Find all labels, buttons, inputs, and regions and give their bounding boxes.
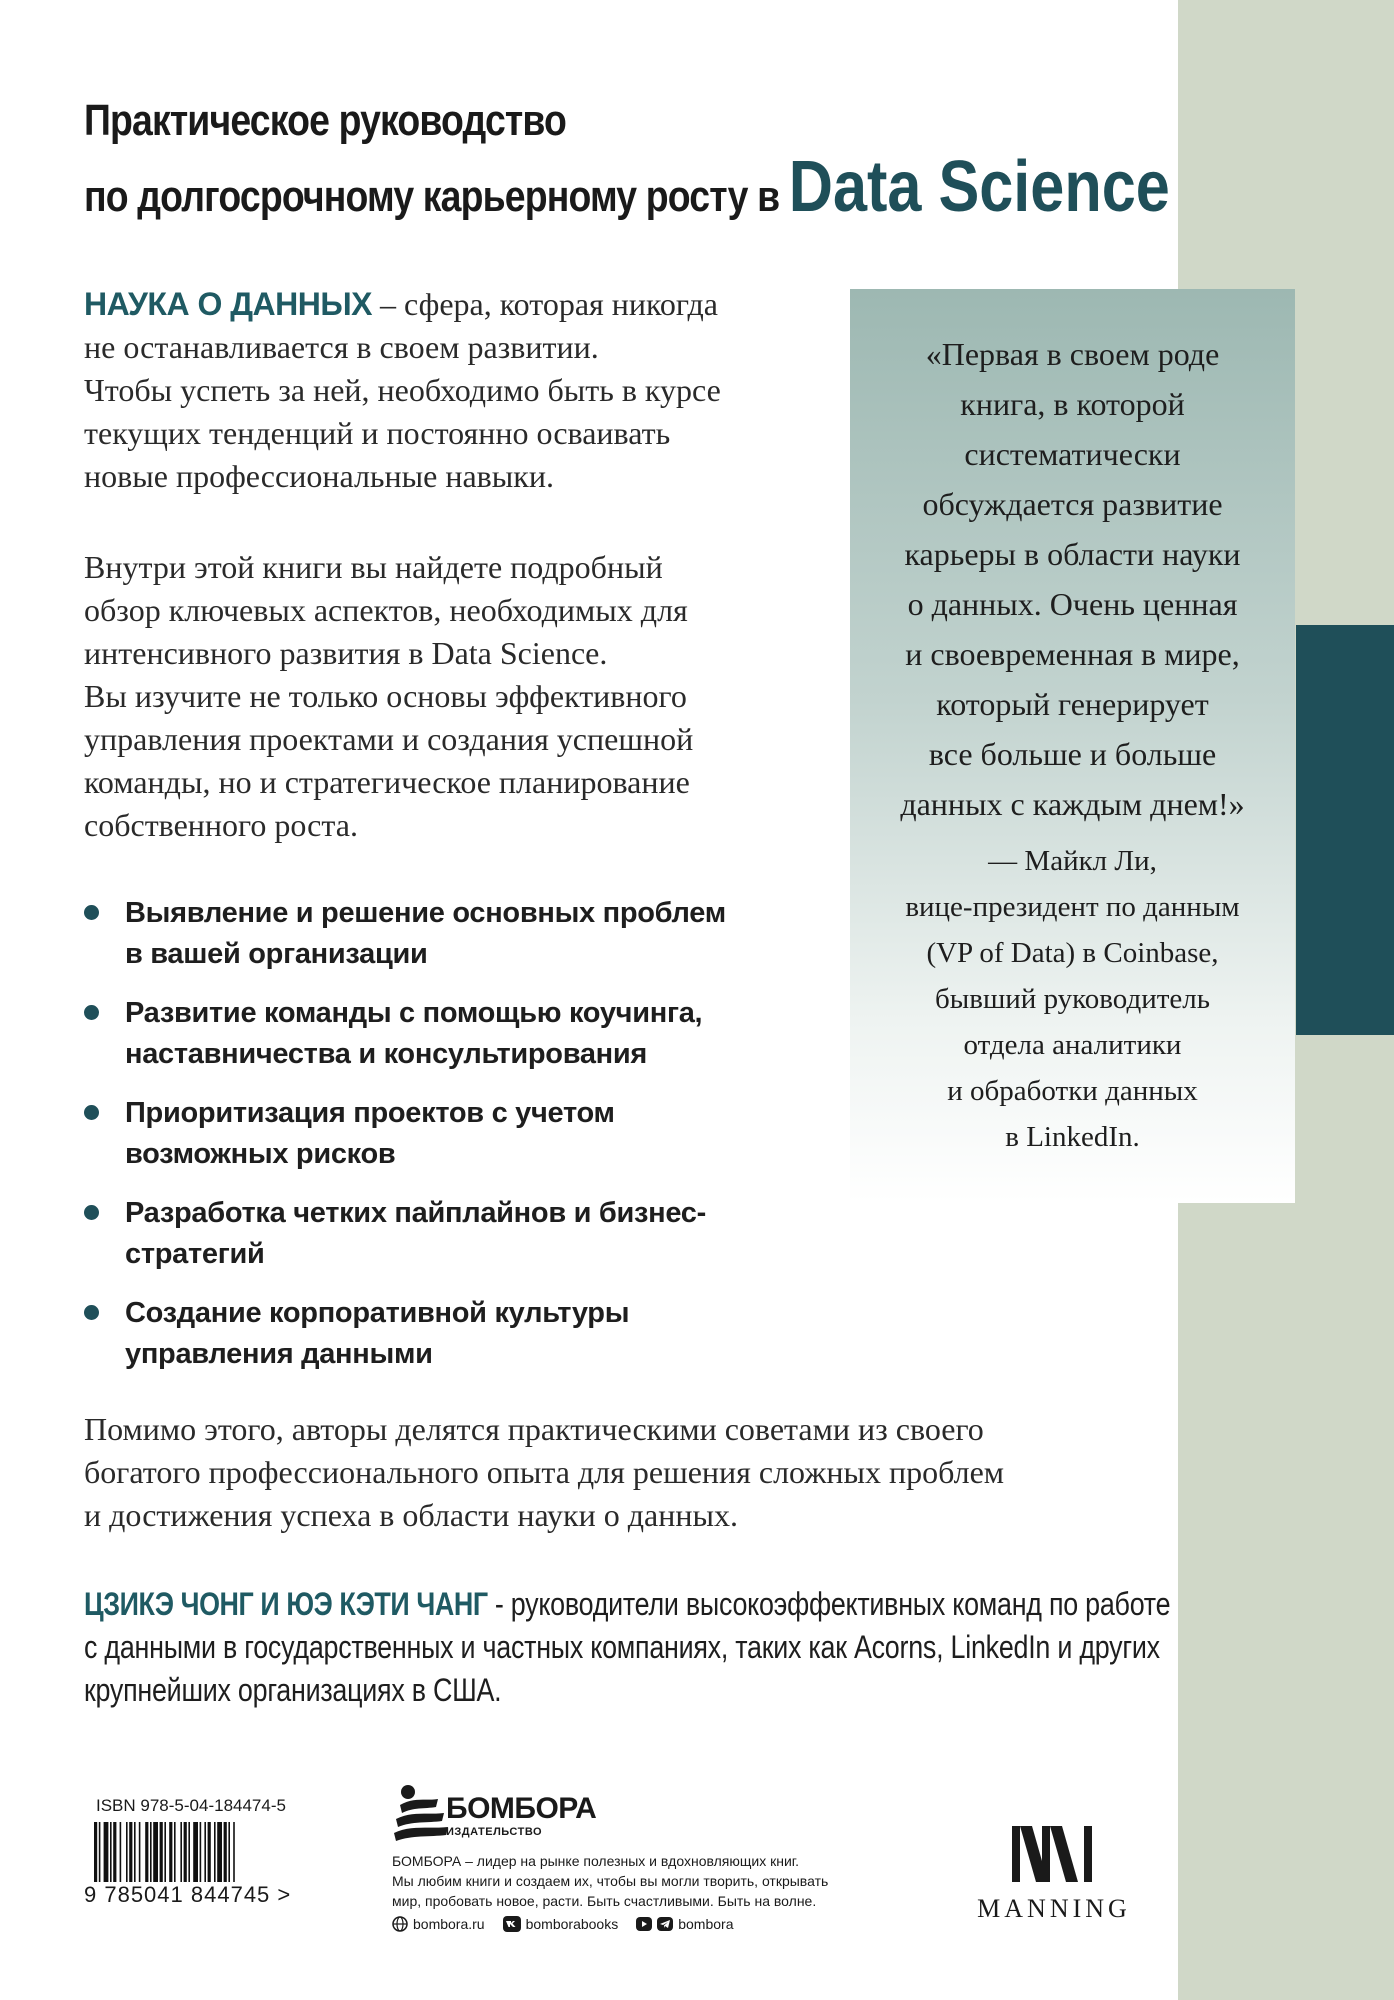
quote-line: систематически [964,436,1181,472]
social-website[interactable] [392,1916,485,1932]
youtube-icon [636,1916,652,1932]
attribution-line: и обработки данных [947,1075,1198,1107]
barcode-bar [129,1822,132,1882]
barcode-bar [150,1822,152,1882]
intro-line-1-text: – сфера, которая никогда [372,286,718,322]
publisher-name: БОМБОРА [446,1792,597,1825]
attribution-line: бывший руководитель [935,983,1210,1015]
body-line-5: управления проектами и создания успешной [84,721,694,757]
body-paragraph [84,546,693,847]
barcode-bar [145,1822,148,1882]
list-item [84,1193,784,1275]
headline-line-2-text: по долгосрочному карьерному росту в [84,172,780,221]
body-line-1: Внутри этой книги вы найдете подробный [84,549,663,585]
social-links [392,1916,733,1932]
quote-line: все больше и больше [928,736,1217,772]
intro-label: НАУКА О ДАННЫХ [84,286,373,322]
manning-name: MANNING [977,1894,1131,1923]
authors-line-3: крупнейших организациях в США. [84,1672,502,1708]
list-item [84,1093,784,1175]
barcode-bar [188,1822,190,1882]
list-item-line-2: стратегий [125,1238,265,1270]
social-messengers[interactable] [636,1916,733,1932]
attribution-line: — Майкл Ли, [988,845,1157,877]
isbn-label: ISBN 978-5-04-184474-5 [96,1796,286,1815]
intro-line-3: Чтобы успеть за ней, необходимо быть в курсе [84,372,721,408]
list-item-line-1: Приоритизация проектов с учетом [125,1097,615,1129]
social-website-label: bombora.ru [413,1916,485,1932]
publisher-description [392,1851,912,1911]
publisher-desc-line: Мы любим книги и создаем их, чтобы вы могли творить, открывать [392,1873,829,1889]
barcode-bar [164,1822,166,1882]
bullet-dot [84,1305,99,1320]
quote-line: данных с каждым днем!» [900,786,1245,822]
feature-list [84,893,784,1393]
quote-line: «Первая в своем роде [925,336,1220,372]
headline-line-1: Практическое руководство [84,96,567,145]
telegram-icon [657,1916,673,1932]
list-item-line-2: в вашей организации [125,938,428,970]
headline [84,88,1170,230]
barcode-bar [153,1822,158,1882]
barcode-bar [224,1822,227,1882]
side-accent-block [1296,625,1394,1035]
intro-paragraph [84,283,721,498]
bullet-dot [84,1105,99,1120]
list-item-line-1: Разработка четких пайплайнов и бизнес- [125,1197,706,1229]
body-line-2: обзор ключевых аспектов, необходимых для [84,592,688,628]
barcode-bar [104,1822,109,1882]
barcode-bar [120,1822,122,1882]
intro-line-5: новые профессиональные навыки. [84,458,554,494]
barcode-bar [214,1822,216,1882]
barcode [94,1822,304,1882]
bombora-logo-icon [392,1783,452,1843]
authors-line-2: с данными в государственных и частных компаниях, таких как Acorns, LinkedIn и других [84,1629,1160,1665]
barcode-bar [160,1822,163,1882]
barcode-bar [139,1822,141,1882]
vk-icon [503,1916,521,1932]
social-messengers-label: bombora [678,1916,734,1932]
quote-line: карьеры в области науки [904,536,1241,572]
intro-line-2: не останавливается в своем развитии. [84,329,599,365]
list-item [84,893,784,975]
barcode-bar [113,1822,116,1882]
barcode-bar [134,1822,136,1882]
barcode-bar [193,1822,198,1882]
list-item [84,993,784,1075]
barcode-bar [99,1822,101,1882]
barcode-bar [184,1822,187,1882]
list-item-line-1: Развитие команды с помощью коучинга, [125,997,703,1029]
list-item-line-2: возможных рисков [125,1138,396,1170]
bullet-dot [84,1205,99,1220]
headline-accent: Data Science [788,147,1170,227]
barcode-bar [204,1822,206,1882]
closing-line-2: богатого профессионального опыта для решения сложных проблем [84,1454,1005,1490]
bullet-dot [84,905,99,920]
quote-attribution [850,838,1295,1160]
barcode-bar [126,1822,128,1882]
quote-line: обсуждается развитие [922,486,1223,522]
globe-icon [392,1916,408,1932]
intro-line-4: текущих тенденций и постоянно осваивать [84,415,671,451]
quote-text [850,329,1295,829]
attribution-line: отдела аналитики [963,1029,1182,1061]
quote-line: который генерирует [936,686,1209,722]
authors-paragraph [84,1583,1171,1712]
quote-line: книга, в которой [960,386,1185,422]
authors-line-1-text: - руководители высокоэффективных команд по работе [487,1586,1171,1622]
closing-paragraph [84,1408,1004,1537]
barcode-bar [233,1822,235,1882]
barcode-bar [110,1822,112,1882]
list-item-line-2: управления данными [125,1338,433,1370]
list-item-line-2: наставничества и консультирования [125,1038,648,1070]
closing-line-3: и достижения успеха в области науки о данных. [84,1497,738,1533]
quote-line: о данных. Очень ценная [907,586,1238,622]
barcode-bar [208,1822,211,1882]
barcode-bar [200,1822,202,1882]
attribution-line: в LinkedIn. [1005,1121,1140,1153]
intro-line-1 [84,283,721,326]
barcode-bar [169,1822,172,1882]
body-line-7: собственного роста. [84,807,358,843]
publisher-desc-line: мир, пробовать новое, расти. Быть счастливыми. Быть на волне. [392,1893,817,1909]
list-item [84,1293,784,1375]
body-line-4: Вы изучите не только основы эффективного [84,678,687,714]
body-line-6: команды, но и стратегическое планирование [84,764,690,800]
social-vk-label: bomborabooks [525,1916,619,1932]
publisher-desc-line: БОМБОРА – лидер на рынке полезных и вдохновляющих книг. [392,1853,800,1869]
quote-line: и своевременная в мире, [905,636,1240,672]
manning-logo-icon [1008,1826,1098,1882]
attribution-line: (VP of Data) в Coinbase, [926,937,1219,969]
barcode-digits: 9 785041 844745 > [84,1882,292,1907]
list-item-line-1: Выявление и решение основных проблем [125,897,726,929]
body-line-3: интенсивного развития в Data Science. [84,635,608,671]
barcode-bar [180,1822,182,1882]
headline-line-2 [84,147,1170,230]
barcode-bar [217,1822,222,1882]
barcode-bar [94,1822,97,1882]
publisher-subtitle: ИЗДАТЕЛЬСТВО [446,1826,543,1838]
barcode-bar [228,1822,230,1882]
social-vk[interactable] [503,1916,619,1932]
bullet-dot [84,1005,99,1020]
closing-line-1: Помимо этого, авторы делятся практическими советами из своего [84,1411,984,1447]
authors-line-1 [84,1583,1171,1626]
attribution-line: вице-президент по данным [905,891,1240,923]
list-item-line-1: Создание корпоративной культуры [125,1297,630,1329]
barcode-bar [174,1822,176,1882]
authors-label: ЦЗИКЭ ЧОНГ И ЮЭ КЭТИ ЧАНГ [84,1586,488,1622]
